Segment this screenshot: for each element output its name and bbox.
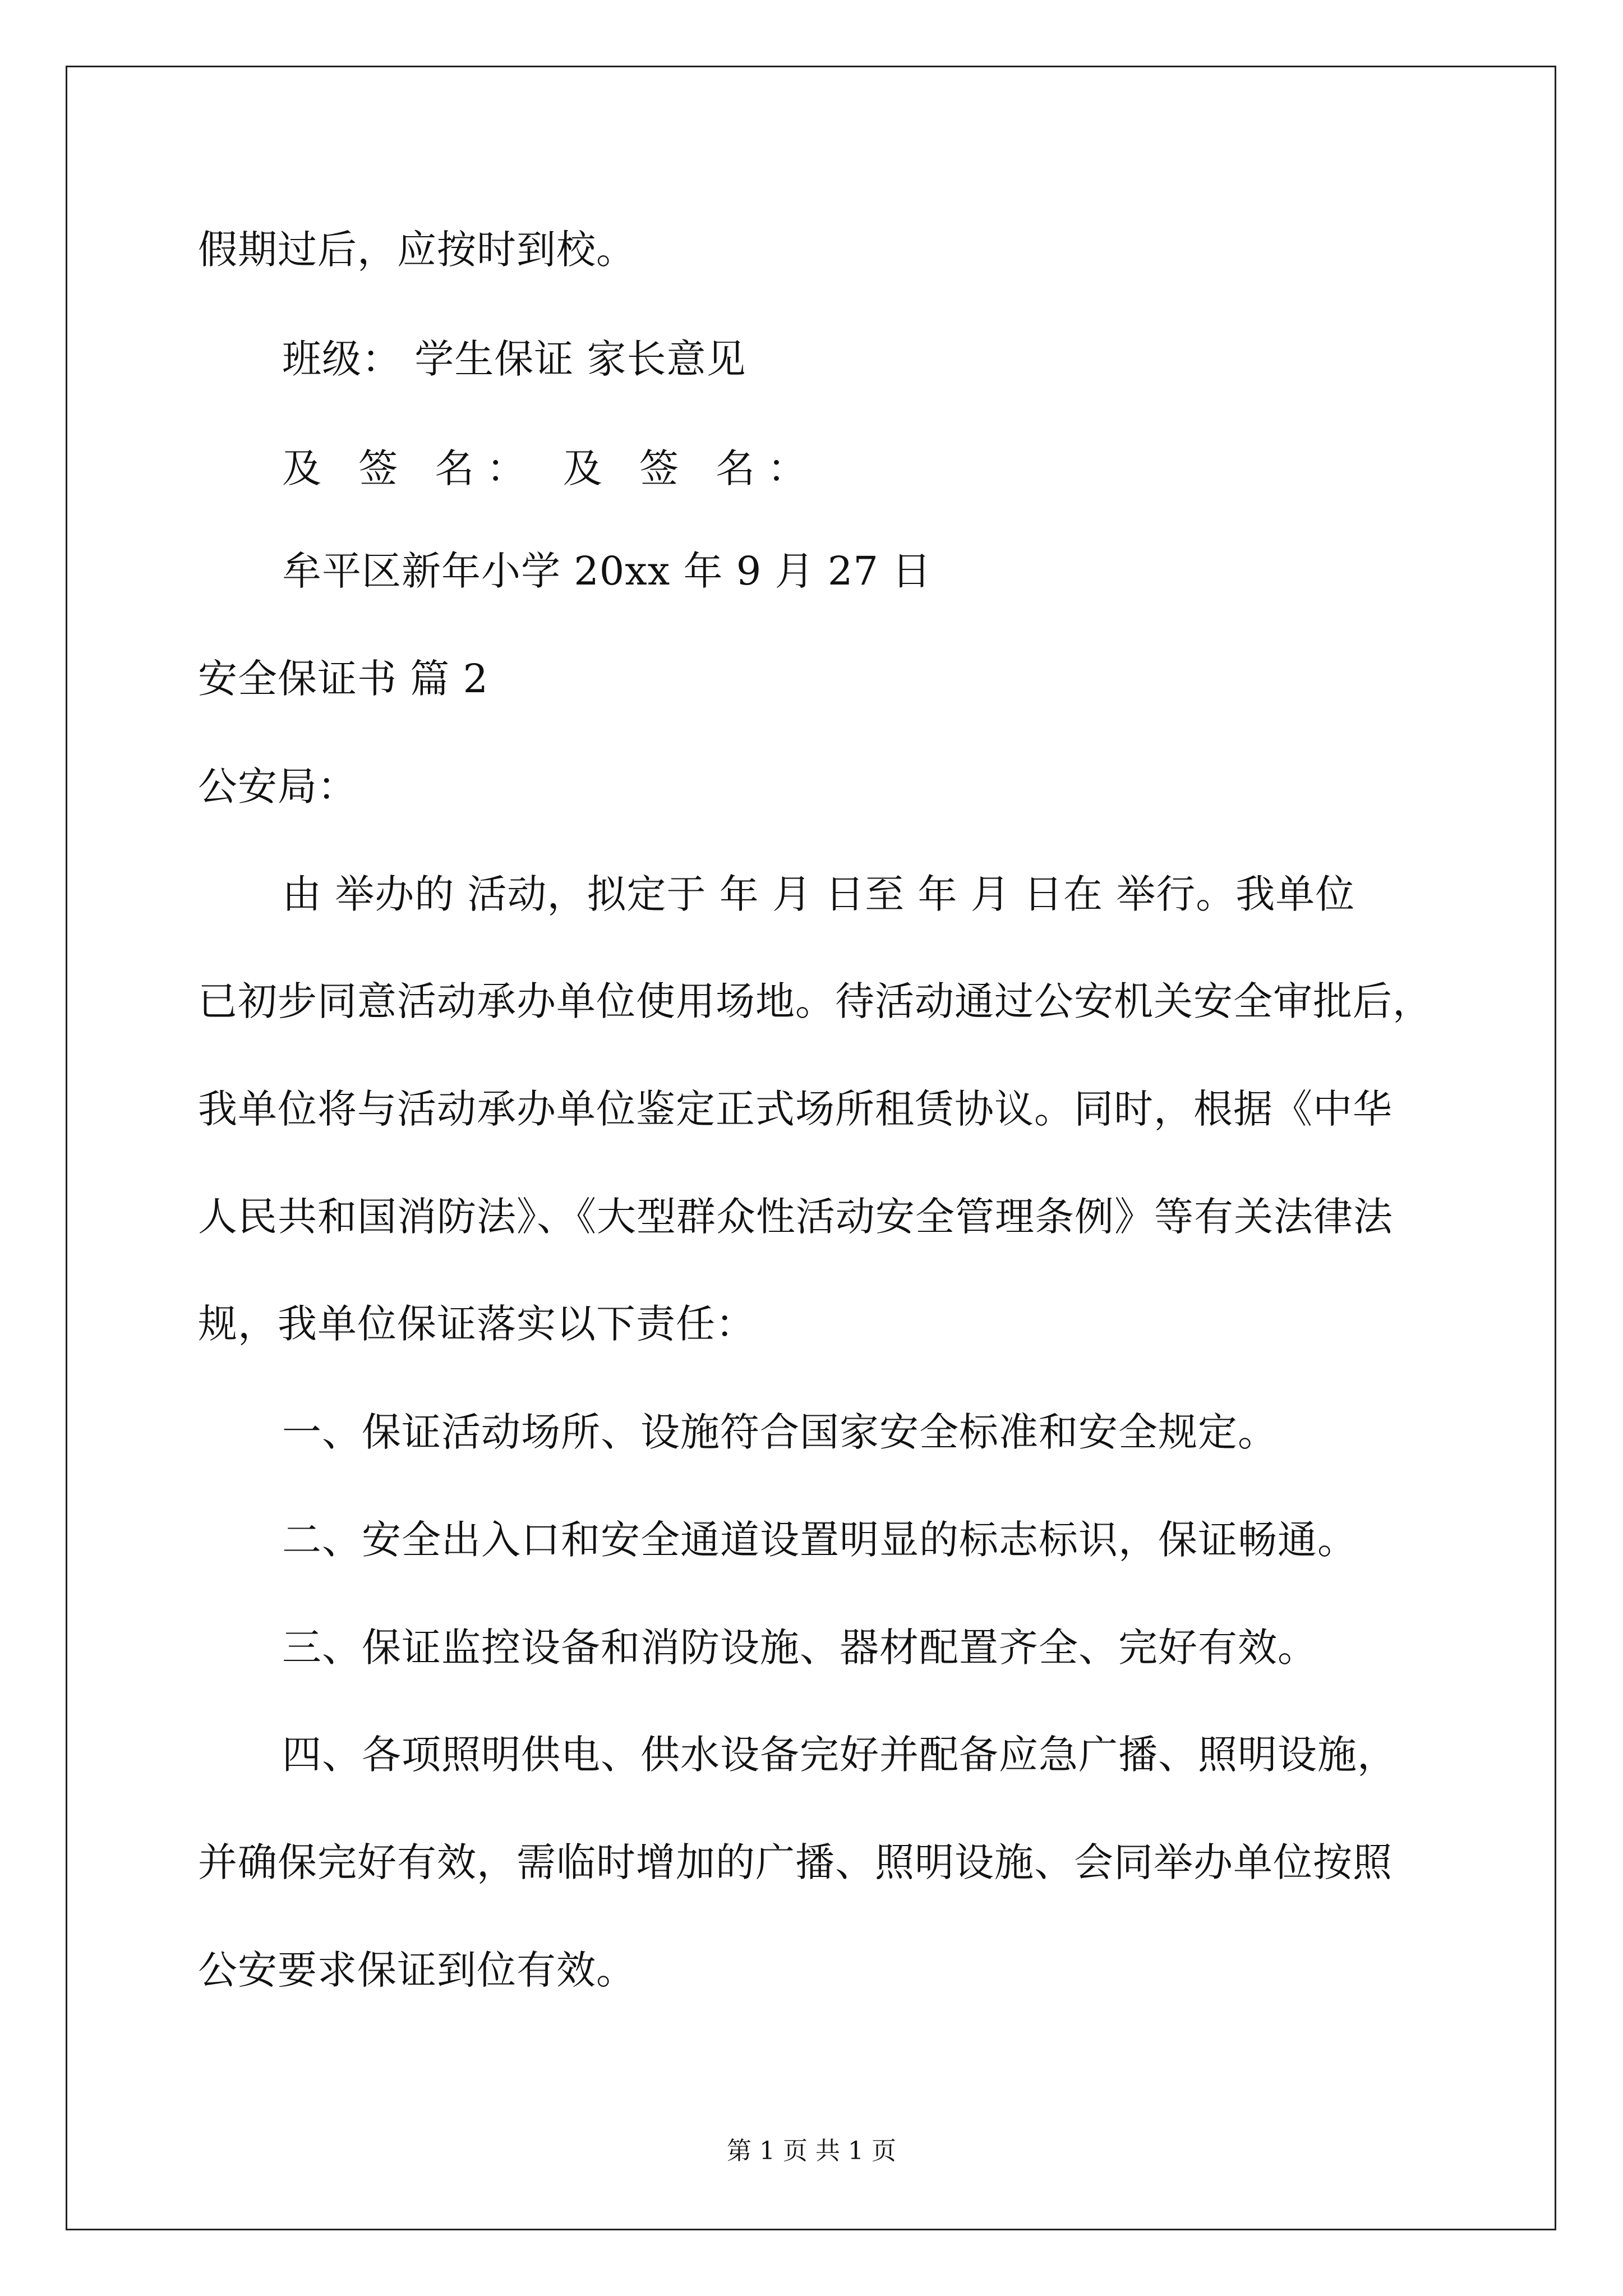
text-line: 二、安全出入口和安全通道设置明显的标志标识，保证畅通。 xyxy=(282,1517,1357,1563)
text-line: 我单位将与活动承办单位鉴定正式场所租赁协议。同时，根据《中华 xyxy=(198,1086,1393,1132)
addressee: 公安局： xyxy=(198,763,357,809)
text-line: 由 举办的 活动，拟定于 年 月 日至 年 月 日在 举行。我单位 xyxy=(282,871,1355,917)
text-line: 一、保证活动场所、设施符合国家安全标准和安全规定。 xyxy=(282,1409,1278,1455)
text-line: 并确保完好有效，需临时增加的广播、照明设施、会同举办单位按照 xyxy=(198,1839,1393,1885)
text-line: 及 签 名： 及 签 名： xyxy=(282,445,819,491)
section-heading: 安全保证书 篇 2 xyxy=(198,656,489,702)
text-line: 牟平区新年小学 20xx 年 9 月 27 日 xyxy=(282,548,932,594)
text-line: 班级： 学生保证 家长意见 xyxy=(282,336,746,382)
text-line: 四、各项照明供电、供水设备完好并配备应急广播、照明设施， xyxy=(282,1732,1397,1778)
text-line: 人民共和国消防法》、《大型群众性活动安全管理条例》等有关法律法 xyxy=(198,1194,1393,1240)
page-border xyxy=(66,66,1556,2230)
text-line: 三、保证监控设备和消防设施、器材配置齐全、完好有效。 xyxy=(282,1625,1317,1671)
page-number-footer: 第 1 页 共 1 页 xyxy=(727,2137,896,2165)
text-line: 规，我单位保证落实以下责任： xyxy=(198,1301,755,1347)
text-line: 假期过后，应按时到校。 xyxy=(198,227,636,273)
text-line: 已初步同意活动承办单位使用场地。待活动通过公安机关安全审批后， xyxy=(198,978,1432,1024)
text-line: 公安要求保证到位有效。 xyxy=(198,1947,636,1993)
